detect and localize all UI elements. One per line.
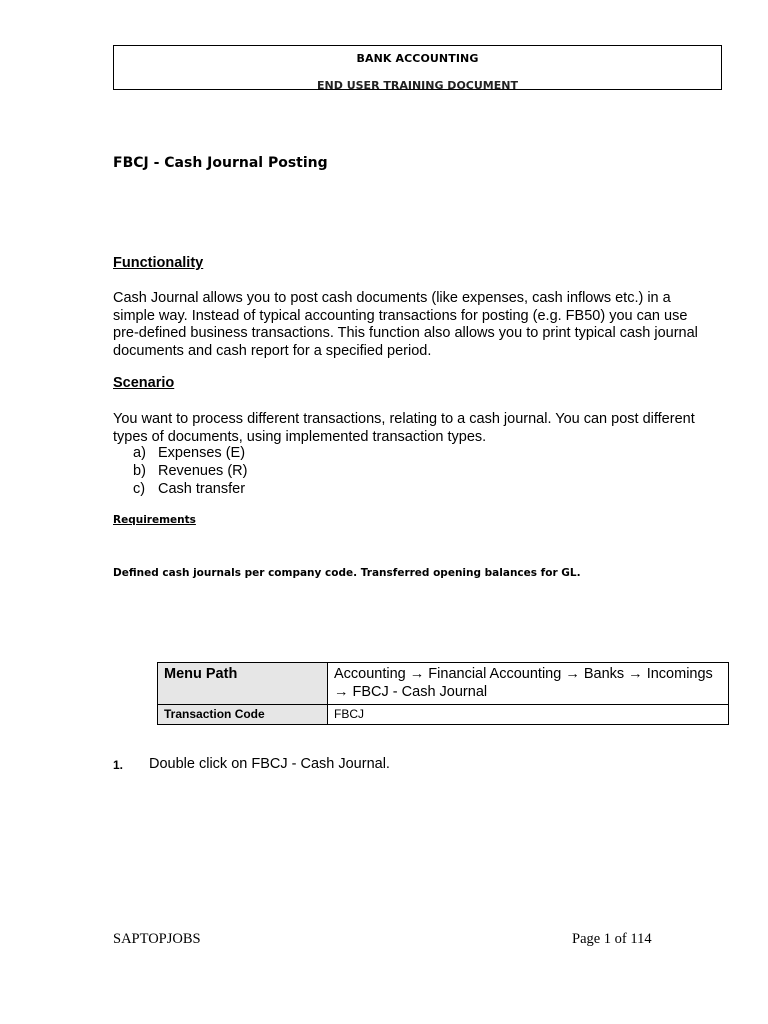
- menu-path-table: [157, 662, 729, 725]
- menu-path-value: [328, 663, 729, 705]
- requirements-heading: Requirements: [113, 514, 196, 526]
- menu-path-label: Menu Path: [158, 663, 328, 705]
- menu-path-line: → FBCJ - Cash Journal: [334, 684, 488, 700]
- document-header: [113, 45, 722, 90]
- transaction-code-value: FBCJ: [328, 705, 729, 725]
- list-item: [133, 444, 247, 462]
- step-text: Double click on FBCJ - Cash Journal.: [149, 756, 390, 772]
- list-item-label: Expenses (E): [158, 445, 246, 461]
- scenario-heading: Scenario: [113, 375, 175, 391]
- transaction-code-label: Transaction Code: [158, 705, 328, 725]
- scenario-text: You want to process different transactions, relating to a cash journal. You can post different types of documents, using implemented transaction types.: [113, 411, 695, 445]
- functionality-text: Cash Journal allows you to post cash documents (like expenses, cash inflows etc.) in a simple way. Instead of typical accounting transactions for posting (e.g. FB50) you can use pre-defined business transactions. This function also allows you to print typical cash journal documents and cash report for a specified period.: [113, 290, 698, 359]
- table-row: [158, 705, 729, 725]
- list-marker: c): [133, 481, 146, 497]
- functionality-heading: Functionality: [113, 255, 204, 271]
- list-marker: b): [133, 463, 146, 479]
- step-number: 1.: [113, 758, 124, 772]
- page-number: Page 1 of 114: [572, 931, 652, 947]
- header-title: BANK ACCOUNTING: [356, 52, 479, 65]
- list-item: [133, 462, 247, 480]
- requirements-text: Defined cash journals per company code. Transferred opening balances for GL.: [113, 567, 581, 579]
- document-title: FBCJ - Cash Journal Posting: [113, 155, 328, 171]
- table-row: [158, 663, 729, 705]
- list-item-label: Cash transfer: [158, 481, 246, 497]
- transaction-type-list: [133, 444, 247, 498]
- menu-path-line: Accounting → Financial Accounting → Banks → Incomings: [334, 666, 713, 682]
- list-marker: a): [133, 445, 146, 461]
- list-item: [133, 480, 247, 498]
- step-item: [113, 756, 390, 772]
- header-subtitle-clipped: END USER TRAINING DOCUMENT: [317, 79, 518, 90]
- list-item-label: Revenues (R): [158, 463, 248, 479]
- footer-brand: SAPTOPJOBS: [113, 931, 201, 947]
